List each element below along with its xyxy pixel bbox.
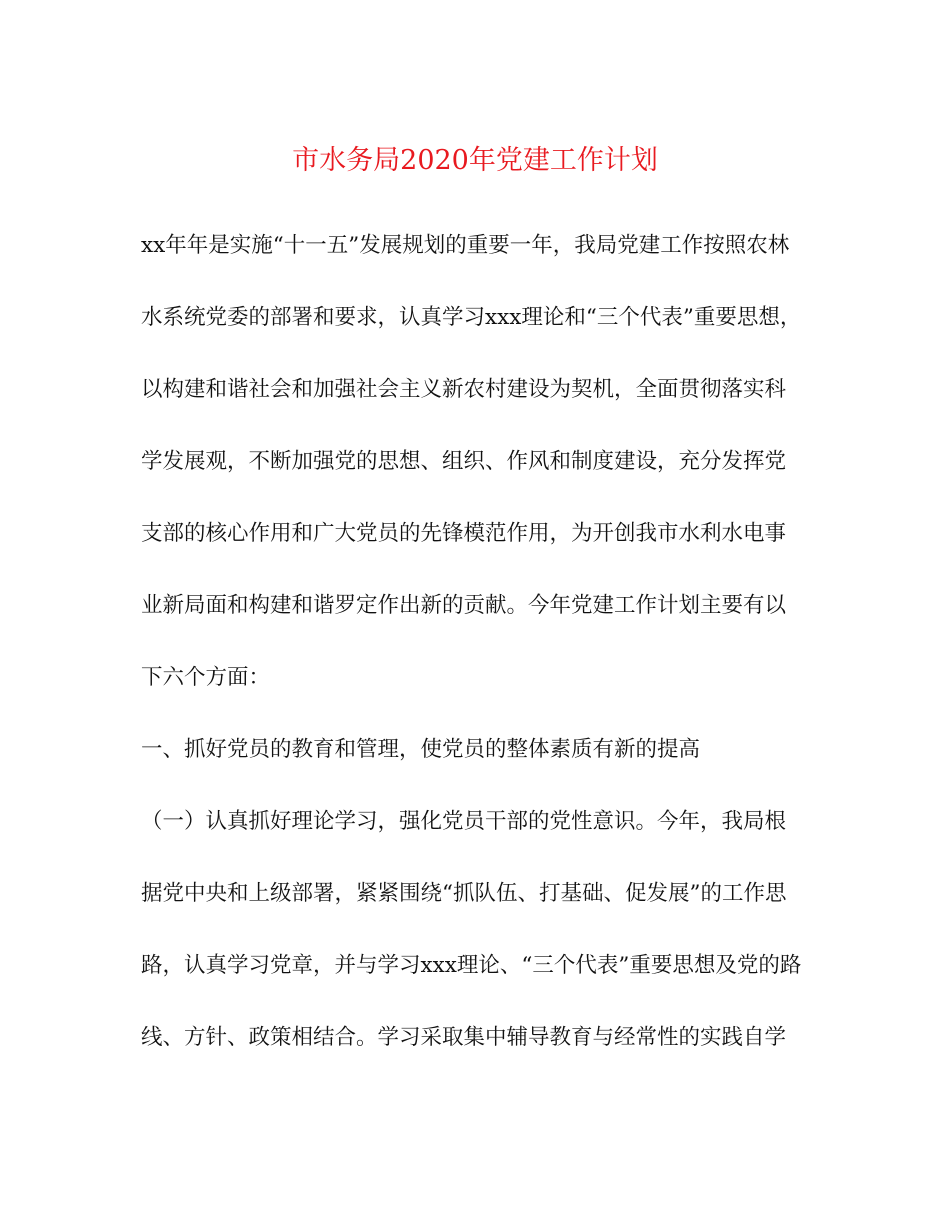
- body-line-5: 支部的核心作用和广大党员的先锋模范作用，为开创我市水利水电事: [141, 521, 787, 546]
- body-line-4: 学发展观，不断加强党的思想、组织、作风和制度建设，充分发挥党: [141, 449, 787, 474]
- body-line-2: 水系统党委的部署和要求，认真学习xxx理论和“三个代表”重要思想，: [141, 305, 802, 330]
- section-heading-1: 一、抓好党员的教育和管理，使党员的整体素质有新的提高: [141, 737, 701, 762]
- body-line-10: 据党中央和上级部署，紧紧围绕“抓队伍、打基础、促发展”的工作思: [141, 881, 787, 906]
- body-line-11: 路，认真学习党章，并与学习xxx理论、“三个代表”重要思想及党的路: [141, 953, 802, 978]
- body-line-12: 线、方针、政策相结合。学习采取集中辅导教育与经常性的实践自学: [141, 1025, 787, 1050]
- body-line-7: 下六个方面：: [141, 665, 271, 690]
- body-line-1: xx年年是实施“十一五”发展规划的重要一年，我局党建工作按照农林: [141, 233, 790, 258]
- body-line-9: （一）认真抓好理论学习，强化党员干部的党性意识。今年，我局根: [141, 809, 787, 834]
- body-line-3: 以构建和谐社会和加强社会主义新农村建设为契机，全面贯彻落实科: [141, 377, 787, 402]
- body-line-6: 业新局面和构建和谐罗定作出新的贡献。今年党建工作计划主要有以: [141, 593, 787, 618]
- document-title: 市水务局2020年党建工作计划: [292, 145, 658, 176]
